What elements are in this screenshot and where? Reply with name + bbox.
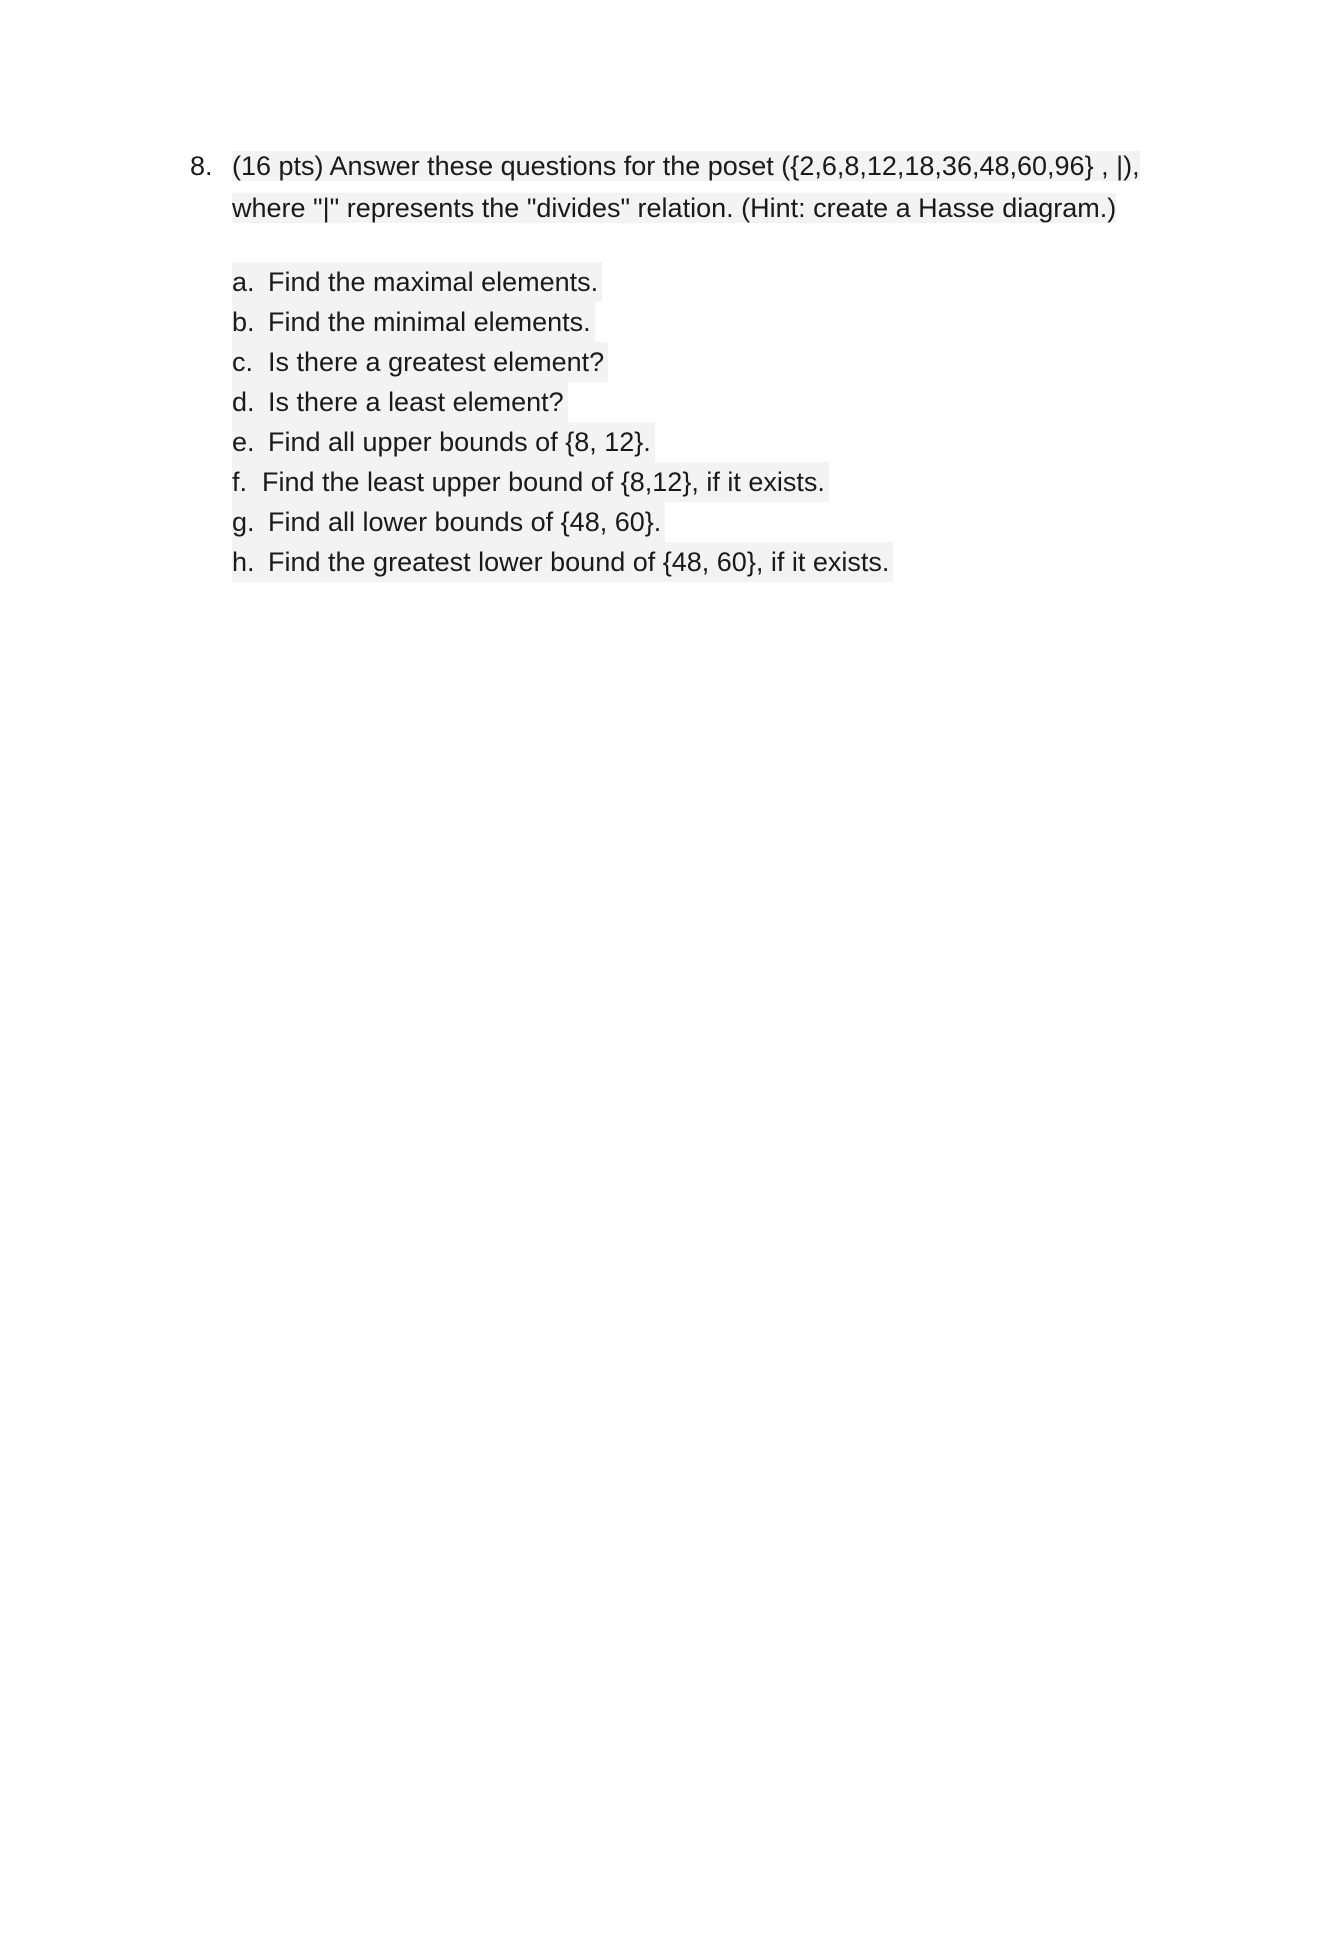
subpart-f (232, 462, 1132, 502)
subpart-letter: e. (232, 427, 255, 457)
subpart-text: Find the maximal elements. (268, 267, 599, 297)
subpart-letter: h. (232, 547, 255, 577)
subparts-list (232, 262, 1132, 582)
subpart-c (232, 342, 1132, 382)
subpart-e (232, 422, 1132, 462)
subpart-text: Find all upper bounds of {8, 12}. (268, 427, 651, 457)
subpart-letter: a. (232, 267, 255, 297)
subpart-text: Find the minimal elements. (268, 307, 591, 337)
subpart-letter: d. (232, 387, 255, 417)
subpart-a (232, 262, 1132, 302)
subpart-letter: c. (232, 347, 254, 377)
subpart-text: Find the least upper bound of {8,12}, if it exists. (262, 467, 825, 497)
subpart-g (232, 502, 1132, 542)
subpart-h (232, 542, 1132, 582)
question-prompt (232, 145, 1232, 229)
question-number: 8. (190, 151, 213, 181)
question-prompt-line-1: (16 pts) Answer these questions for the poset ({2,6,8,12,18,36,48,60,96} , |), (232, 151, 1140, 181)
subpart-text: Find the greatest lower bound of {48, 60}, if it exists. (268, 547, 890, 577)
subpart-text: Find all lower bounds of {48, 60}. (268, 507, 662, 537)
subpart-text: Is there a greatest element? (268, 347, 605, 377)
subpart-letter: g. (232, 507, 255, 537)
subpart-d (232, 382, 1132, 422)
subpart-letter: b. (232, 307, 255, 337)
subpart-letter: f. (232, 467, 248, 497)
subpart-text: Is there a least element? (268, 387, 564, 417)
subpart-b (232, 302, 1132, 342)
question-prompt-line-2: where "|" represents the "divides" relation. (Hint: create a Hasse diagram.) (232, 193, 1117, 223)
